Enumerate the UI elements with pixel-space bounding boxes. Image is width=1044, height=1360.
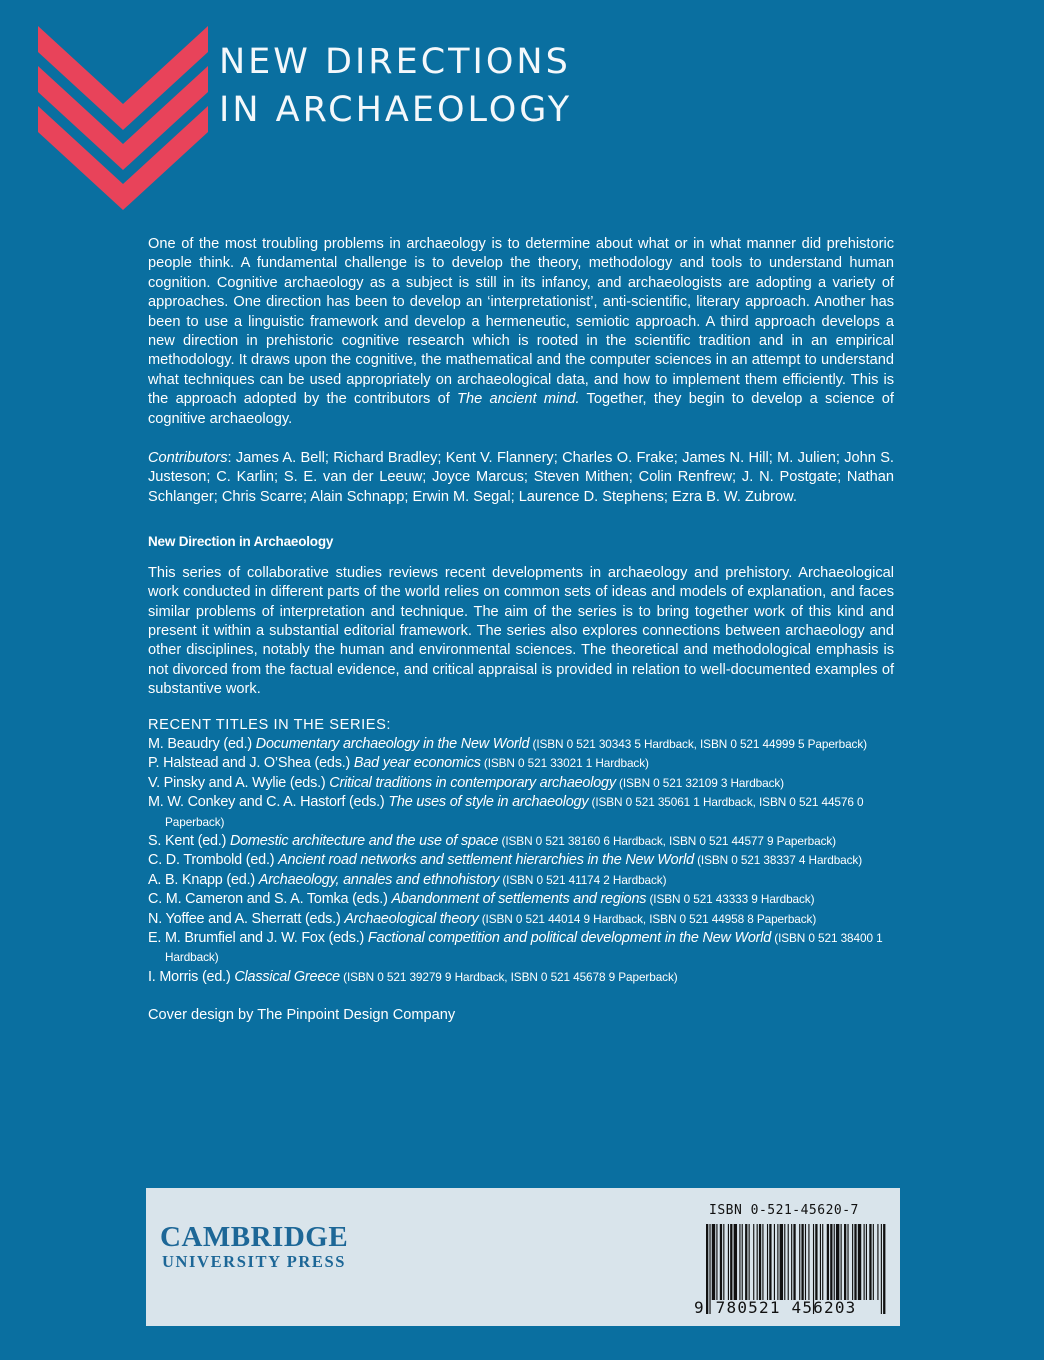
publisher-name: CAMBRIDGE — [160, 1221, 349, 1253]
list-item — [148, 929, 894, 968]
list-item — [148, 735, 894, 754]
publisher-logo — [160, 1222, 348, 1272]
isbn-info: (ISBN 0 521 38400 1 Hardback) — [165, 931, 883, 965]
isbn-info: (ISBN 0 521 38160 6 Hardback, ISBN 0 521 44577 9 Paperback) — [498, 833, 836, 848]
isbn-info: (ISBN 0 521 32109 3 Hardback) — [615, 775, 784, 790]
title-authors: P. Halstead and J. O’Shea (eds.) — [148, 755, 354, 772]
title-authors: C. M. Cameron and S. A. Tomka (eds.) — [148, 891, 392, 908]
book-title: Archaeology, annales and ethnohistory — [258, 871, 500, 888]
series-title-line2: IN ARCHAEOLOGY — [219, 90, 573, 130]
title-authors: S. Kent (ed.) — [148, 832, 230, 849]
book-title: Archaeological theory — [344, 910, 479, 927]
isbn-info: (ISBN 0 521 30343 5 Hardback, ISBN 0 521 44999 5 Paperback) — [529, 736, 867, 751]
title-authors: M. Beaudry (ed.) — [148, 735, 256, 752]
list-item — [148, 851, 894, 870]
isbn-info: (ISBN 0 521 44014 9 Hardback, ISBN 0 521 44958 8 Paperback) — [478, 911, 817, 926]
isbn-info: (ISBN 0 521 43333 9 Hardback) — [646, 892, 815, 907]
title-authors: V. Pinsky and A. Wylie (eds.) — [148, 774, 330, 791]
isbn-info: (ISBN 0 521 39279 9 Hardback, ISBN 0 521 45678 9 Paperback) — [339, 969, 678, 984]
book-title: The uses of style in archaeology — [388, 794, 589, 811]
series-heading: New Direction in Archaeology — [148, 534, 334, 550]
chevron-logo-icon — [38, 26, 208, 210]
blurb-book-title: The ancient mind. — [457, 391, 580, 408]
list-item — [148, 910, 894, 929]
title-authors: M. W. Conkey and C. A. Hastorf (eds.) — [148, 794, 389, 811]
title-authors: N. Yoffee and A. Sherratt (eds.) — [148, 910, 345, 927]
series-title-line1: NEW DIRECTIONS — [219, 42, 571, 82]
book-title: Ancient road networks and settlement hierarchies in the New World — [278, 852, 694, 869]
book-title: Domestic architecture and the use of space — [229, 832, 499, 849]
contributors-names: : James A. Bell; Richard Bradley; Kent V. Flannery; Charles O. Frake; James N. Hill; M. Julien; John S. Justeson; C. Karlin; S. E. van der Leeuw; Joyce Marcus; Steven Mithen; Colin Renfrew; J. N. Postgate; Nathan Schlanger; Chris Scarre; Alain Schnapp; Erwin M. Segal; Laurence D. Stephens; Ezra B. W. Zubrow. — [148, 450, 894, 505]
book-title: Abandonment of settlements and regions — [391, 891, 647, 908]
title-authors: E. M. Brumfiel and J. W. Fox (eds.) — [148, 930, 368, 946]
isbn-info: (ISBN 0 521 41174 2 Hardback) — [499, 872, 667, 887]
isbn-info: (ISBN 0 521 33021 1 Hardback) — [480, 756, 649, 771]
book-title: Documentary archaeology in the New World — [255, 735, 530, 752]
blurb-text-part1: One of the most troubling problems in archaeology is to determine about what or in what manner did prehistoric people think. A fundamental challenge is to develop the theory, methodology and tools to understand human cognition. Cognitive archaeology as a subject is still in its infancy, and archaeologists are adopting a variety of approaches. One direction has been to develop an ‘interpretationist’, anti-scientific, literary approach. Another has been to use a linguistic framework and develop a hermeneutic, semiotic approach. A third approach develops a new direction in prehistoric cognitive research which is rooted in the scientific tradition and in an empirical methodology. It draws upon the cognitive, the mathematical and the computer sciences in an attempt to understand what techniques can be used appropriately on archaeological data, and how to implement them efficiently. This is the approach adopted by the contributors of — [148, 236, 894, 408]
isbn-info: (ISBN 0 521 35061 1 Hardback, ISBN 0 521 44576 0 Paperback) — [165, 795, 864, 829]
main-text — [148, 235, 894, 1026]
blurb-text-part2: Together, they begin to develop a science of cognitive archaeology. — [148, 391, 894, 427]
recent-titles-list — [148, 735, 894, 987]
isbn-info: (ISBN 0 521 38337 4 Hardback) — [693, 853, 863, 868]
book-title: Classical Greece — [234, 968, 340, 985]
list-item — [148, 754, 894, 773]
publisher-subname: UNIVERSITY PRESS — [162, 1252, 347, 1271]
title-authors: C. D. Trombold (ed.) — [148, 852, 279, 869]
list-item — [148, 793, 894, 832]
recent-titles-heading: RECENT TITLES IN THE SERIES: — [148, 716, 392, 733]
list-item — [148, 890, 894, 909]
book-title: Bad year economics — [353, 755, 481, 772]
contributors-label: Contributors — [148, 450, 228, 467]
title-authors: A. B. Knapp (ed.) — [148, 871, 259, 888]
series-title — [219, 38, 572, 134]
title-authors: I. Morris (ed.) — [148, 968, 235, 985]
blurb-paragraph — [148, 235, 894, 429]
book-title: Factional competition and political development in the New World — [367, 930, 772, 946]
list-item — [148, 871, 894, 890]
list-item — [148, 832, 894, 851]
series-description: This series of collaborative studies reviews recent developments in archaeology and prehistory. Archaeological work conducted in different parts of the world relies on common sets of ideas and models of explanation, and faces similar problems of interpretation and technique. The aim of the series is to bring together work of this kind and present it within a substantial editorial framework. The series also explores connections between archaeology and other disciplines, notably the human and environmental sciences. The theoretical and methodological emphasis is not divorced from the factual evidence, and critical appraisal is provided in relation to well-documented examples of substantive work. — [148, 564, 894, 698]
list-item — [148, 774, 894, 793]
book-title: Critical traditions in contemporary archaeology — [329, 774, 616, 791]
barcode-number: 9 780521 456203 — [694, 1298, 857, 1317]
list-item — [148, 968, 894, 987]
isbn-label: ISBN 0-521-45620-7 — [709, 1203, 859, 1218]
cover-design-credit: Cover design by The Pinpoint Design Company — [148, 1007, 456, 1024]
contributors-paragraph — [148, 449, 894, 507]
